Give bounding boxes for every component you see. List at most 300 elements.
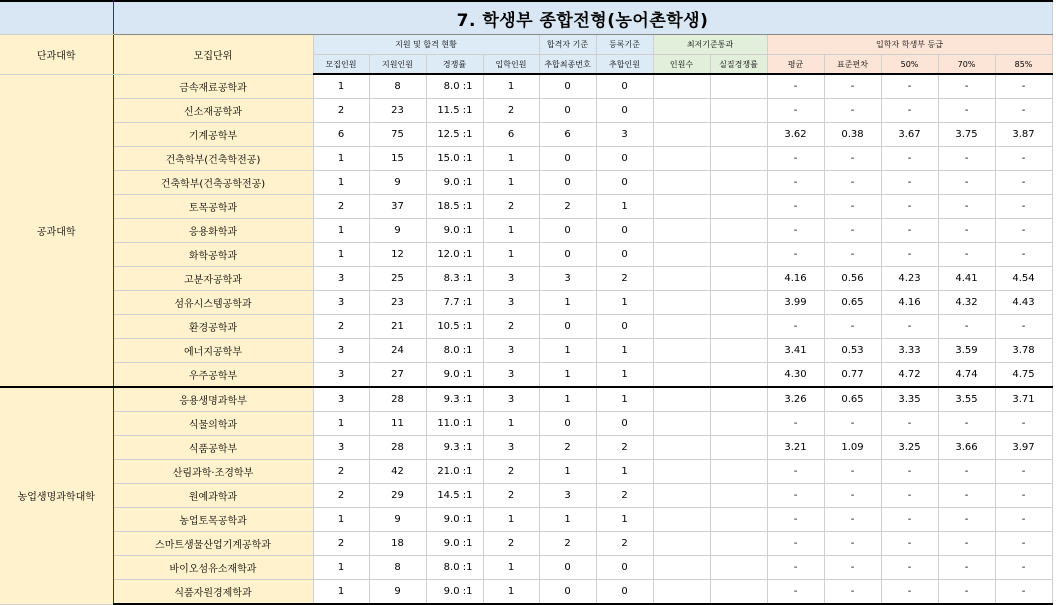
competition-ratio-cell: 8.3 :1 [426,267,483,291]
final-waitlist-no-cell: 2 [539,532,596,556]
grade-sd-cell: 0.65 [824,291,881,315]
grade-sd-cell: - [824,460,881,484]
extra-admit-count-cell: 2 [596,484,653,508]
sheet-title: 7. 학생부 종합전형(농어촌학생) [113,1,1052,35]
admit-count-cell: 2 [483,195,539,219]
grade-p50-cell: 3.25 [881,436,938,460]
table-row [0,267,1052,291]
college-cell: 농업생명과학대학 [0,387,113,604]
grade-p70-cell: 3.59 [938,339,995,363]
grade-p70-cell: - [938,460,995,484]
grade-avg-cell: - [767,556,824,580]
table-row [0,460,1052,484]
grade-avg-cell: - [767,171,824,195]
real-ratio-cell [710,99,767,123]
competition-ratio-cell: 9.0 :1 [426,508,483,532]
apply-count-cell: 11 [369,412,426,436]
grade-p50-cell: - [881,460,938,484]
min-pass-count-cell [653,74,710,99]
recruit-count-cell: 1 [313,412,369,436]
grade-p50-cell: - [881,74,938,99]
grade-p85-cell: 3.97 [995,436,1052,460]
grade-p85-cell: 4.54 [995,267,1052,291]
table-row [0,195,1052,219]
grade-p85-cell: - [995,412,1052,436]
extra-admit-count-cell: 0 [596,219,653,243]
min-pass-count-cell [653,243,710,267]
real-ratio-cell [710,532,767,556]
extra-admit-count-cell: 2 [596,532,653,556]
recruit-count-cell: 3 [313,363,369,388]
min-pass-count-cell [653,339,710,363]
competition-ratio-cell: 8.0 :1 [426,74,483,99]
final-waitlist-no-cell: 0 [539,412,596,436]
grade-p50-cell: - [881,243,938,267]
apply-count-cell: 42 [369,460,426,484]
extra-admit-count-cell: 0 [596,171,653,195]
grade-sd-cell: 0.56 [824,267,881,291]
competition-ratio-cell: 9.3 :1 [426,387,483,412]
extra-admit-count-cell: 0 [596,147,653,171]
grade-p85-cell: - [995,508,1052,532]
final-waitlist-no-cell: 1 [539,460,596,484]
admit-count-cell: 1 [483,412,539,436]
grade-p70-cell: 3.66 [938,436,995,460]
grade-p50-cell: 4.72 [881,363,938,388]
grade-avg-cell: - [767,195,824,219]
grade-p50-cell: 4.23 [881,267,938,291]
col-header: 모집인원 [313,55,369,75]
grade-p85-cell: 4.75 [995,363,1052,388]
col-header: 85% [995,55,1052,75]
real-ratio-cell [710,267,767,291]
grade-sd-cell: 0.53 [824,339,881,363]
competition-ratio-cell: 9.0 :1 [426,580,483,605]
recruit-count-cell: 3 [313,387,369,412]
extra-admit-count-cell: 2 [596,267,653,291]
table-row [0,339,1052,363]
min-pass-count-cell [653,460,710,484]
apply-count-cell: 9 [369,508,426,532]
col-header: 70% [938,55,995,75]
recruit-count-cell: 1 [313,74,369,99]
real-ratio-cell [710,508,767,532]
grade-p50-cell: 4.16 [881,291,938,315]
grade-p85-cell: - [995,243,1052,267]
real-ratio-cell [710,171,767,195]
table-row [0,532,1052,556]
admit-count-cell: 3 [483,387,539,412]
grade-avg-cell: - [767,219,824,243]
dept-cell: 응용생명과학부 [113,387,313,412]
grade-p85-cell: 3.87 [995,123,1052,147]
competition-ratio-cell: 9.3 :1 [426,436,483,460]
grade-p70-cell: - [938,580,995,605]
grade-p50-cell: - [881,147,938,171]
apply-count-cell: 75 [369,123,426,147]
min-pass-count-cell [653,195,710,219]
table-row [0,508,1052,532]
grade-sd-cell: - [824,147,881,171]
real-ratio-cell [710,412,767,436]
dept-cell: 우주공학부 [113,363,313,388]
grade-p70-cell: - [938,147,995,171]
admit-count-cell: 2 [483,532,539,556]
grade-p50-cell: 3.67 [881,123,938,147]
admit-count-cell: 1 [483,147,539,171]
recruit-count-cell: 3 [313,267,369,291]
recruit-count-cell: 1 [313,147,369,171]
grade-p50-cell: - [881,315,938,339]
competition-ratio-cell: 12.0 :1 [426,243,483,267]
grade-p85-cell: - [995,532,1052,556]
min-pass-count-cell [653,532,710,556]
final-waitlist-no-cell: 0 [539,243,596,267]
dept-cell: 원예과학과 [113,484,313,508]
apply-count-cell: 29 [369,484,426,508]
dept-cell: 신소재공학과 [113,99,313,123]
dept-cell: 건축학부(건축공학전공) [113,171,313,195]
extra-admit-count-cell: 1 [596,363,653,388]
grade-p50-cell: - [881,508,938,532]
apply-count-cell: 8 [369,74,426,99]
table-row [0,580,1052,605]
grade-avg-cell: 3.41 [767,339,824,363]
col-header: 지원인원 [369,55,426,75]
real-ratio-cell [710,243,767,267]
real-ratio-cell [710,219,767,243]
grade-p85-cell: - [995,315,1052,339]
recruit-count-cell: 6 [313,123,369,147]
real-ratio-cell [710,580,767,605]
extra-admit-count-cell: 2 [596,436,653,460]
admit-count-cell: 3 [483,291,539,315]
grade-p70-cell: - [938,243,995,267]
grade-p50-cell: - [881,580,938,605]
table-row [0,484,1052,508]
extra-admit-count-cell: 0 [596,243,653,267]
table-row [0,291,1052,315]
competition-ratio-cell: 10.5 :1 [426,315,483,339]
grade-sd-cell: - [824,99,881,123]
apply-count-cell: 9 [369,219,426,243]
extra-admit-count-cell: 1 [596,195,653,219]
admit-count-cell: 1 [483,556,539,580]
admit-count-cell: 3 [483,339,539,363]
apply-count-cell: 37 [369,195,426,219]
col-header: 실질경쟁률 [710,55,767,75]
min-pass-count-cell [653,436,710,460]
admit-count-cell: 2 [483,460,539,484]
recruit-count-cell: 3 [313,291,369,315]
col-header: 추합인원 [596,55,653,75]
recruit-count-cell: 1 [313,243,369,267]
grade-avg-cell: - [767,580,824,605]
grade-p85-cell: 4.43 [995,291,1052,315]
admit-count-cell: 3 [483,267,539,291]
final-waitlist-no-cell: 0 [539,556,596,580]
min-pass-count-cell [653,123,710,147]
final-waitlist-no-cell: 3 [539,484,596,508]
final-waitlist-no-cell: 0 [539,99,596,123]
final-waitlist-no-cell: 6 [539,123,596,147]
recruit-count-cell: 2 [313,532,369,556]
grade-avg-cell: 4.30 [767,363,824,388]
grade-sd-cell: - [824,484,881,508]
table-row [0,412,1052,436]
admit-count-cell: 1 [483,219,539,243]
apply-count-cell: 23 [369,291,426,315]
final-waitlist-no-cell: 2 [539,436,596,460]
admit-count-cell: 3 [483,436,539,460]
min-pass-count-cell [653,556,710,580]
apply-count-cell: 28 [369,436,426,460]
real-ratio-cell [710,123,767,147]
apply-count-cell: 23 [369,99,426,123]
extra-admit-count-cell: 0 [596,412,653,436]
competition-ratio-cell: 12.5 :1 [426,123,483,147]
dept-cell: 건축학부(건축학전공) [113,147,313,171]
recruit-count-cell: 1 [313,508,369,532]
extra-admit-count-cell: 1 [596,387,653,412]
apply-count-cell: 15 [369,147,426,171]
real-ratio-cell [710,147,767,171]
grade-p85-cell: - [995,171,1052,195]
min-pass-count-cell [653,99,710,123]
apply-count-cell: 9 [369,171,426,195]
dept-cell: 응용화학과 [113,219,313,243]
apply-count-cell: 28 [369,387,426,412]
grade-sd-cell: 1.09 [824,436,881,460]
dept-cell: 기계공학부 [113,123,313,147]
apply-count-cell: 9 [369,580,426,605]
dept-cell: 토목공학과 [113,195,313,219]
competition-ratio-cell: 11.5 :1 [426,99,483,123]
grade-avg-cell: 3.99 [767,291,824,315]
grade-p85-cell: - [995,147,1052,171]
table-row [0,387,1052,412]
recruit-count-cell: 1 [313,219,369,243]
grade-p70-cell: - [938,556,995,580]
final-waitlist-no-cell: 1 [539,291,596,315]
min-pass-count-cell [653,580,710,605]
final-waitlist-no-cell: 0 [539,315,596,339]
dept-cell: 금속재료공학과 [113,74,313,99]
col-header: 평균 [767,55,824,75]
recruit-count-cell: 1 [313,580,369,605]
admit-count-cell: 1 [483,580,539,605]
real-ratio-cell [710,74,767,99]
grade-p85-cell: - [995,195,1052,219]
col-header: 경쟁률 [426,55,483,75]
admit-count-cell: 1 [483,243,539,267]
final-waitlist-no-cell: 1 [539,363,596,388]
grade-sd-cell: - [824,412,881,436]
real-ratio-cell [710,460,767,484]
dept-cell: 식품공학부 [113,436,313,460]
real-ratio-cell [710,484,767,508]
col-header: 표준편차 [824,55,881,75]
grade-p50-cell: - [881,532,938,556]
grade-p70-cell: - [938,315,995,339]
grade-p50-cell: 3.33 [881,339,938,363]
extra-admit-count-cell: 1 [596,508,653,532]
grade-p50-cell: - [881,219,938,243]
grade-p85-cell: - [995,484,1052,508]
table-row [0,99,1052,123]
grade-sd-cell: - [824,219,881,243]
admit-count-cell: 2 [483,484,539,508]
real-ratio-cell [710,339,767,363]
dept-cell: 식물의학과 [113,412,313,436]
grade-sd-cell: - [824,195,881,219]
header-dept: 모집단위 [113,35,313,75]
table-row [0,243,1052,267]
grade-p70-cell: - [938,532,995,556]
admit-count-cell: 1 [483,171,539,195]
header-group-pass: 합격자 기준 [539,35,596,55]
grade-avg-cell: 3.26 [767,387,824,412]
real-ratio-cell [710,363,767,388]
dept-cell: 식품자원경제학과 [113,580,313,605]
real-ratio-cell [710,436,767,460]
table-row [0,556,1052,580]
header-group-reg: 등록기준 [596,35,653,55]
competition-ratio-cell: 8.0 :1 [426,556,483,580]
grade-avg-cell: - [767,99,824,123]
real-ratio-cell [710,315,767,339]
recruit-count-cell: 2 [313,195,369,219]
grade-avg-cell: - [767,315,824,339]
min-pass-count-cell [653,363,710,388]
dept-cell: 농업토목공학과 [113,508,313,532]
grade-sd-cell: - [824,580,881,605]
grade-p50-cell: - [881,412,938,436]
grade-p50-cell: - [881,99,938,123]
admit-count-cell: 2 [483,315,539,339]
extra-admit-count-cell: 0 [596,315,653,339]
header-group-grade: 입학자 학생부 등급 [767,35,1052,55]
title-row [0,1,1052,35]
grade-p50-cell: - [881,484,938,508]
competition-ratio-cell: 9.0 :1 [426,171,483,195]
extra-admit-count-cell: 1 [596,460,653,484]
grade-sd-cell: - [824,532,881,556]
grade-p70-cell: 4.74 [938,363,995,388]
table-row [0,315,1052,339]
real-ratio-cell [710,195,767,219]
grade-p70-cell: - [938,508,995,532]
col-header: 추합최종번호 [539,55,596,75]
dept-cell: 고분자공학과 [113,267,313,291]
competition-ratio-cell: 9.0 :1 [426,219,483,243]
extra-admit-count-cell: 0 [596,74,653,99]
final-waitlist-no-cell: 1 [539,339,596,363]
grade-p70-cell: - [938,219,995,243]
header-college: 단과대학 [0,35,113,75]
grade-p70-cell: 4.41 [938,267,995,291]
extra-admit-count-cell: 0 [596,580,653,605]
grade-p85-cell: - [995,460,1052,484]
grade-p70-cell: - [938,484,995,508]
competition-ratio-cell: 7.7 :1 [426,291,483,315]
grade-p50-cell: 3.35 [881,387,938,412]
college-cell: 공과대학 [0,74,113,387]
grade-sd-cell: 0.38 [824,123,881,147]
dept-cell: 에너지공학부 [113,339,313,363]
competition-ratio-cell: 11.0 :1 [426,412,483,436]
grade-p85-cell: - [995,219,1052,243]
grade-p70-cell: - [938,171,995,195]
min-pass-count-cell [653,219,710,243]
grade-avg-cell: - [767,460,824,484]
min-pass-count-cell [653,291,710,315]
dept-cell: 환경공학과 [113,315,313,339]
grade-avg-cell: 3.21 [767,436,824,460]
grade-avg-cell: 3.62 [767,123,824,147]
final-waitlist-no-cell: 0 [539,147,596,171]
min-pass-count-cell [653,412,710,436]
recruit-count-cell: 2 [313,460,369,484]
real-ratio-cell [710,387,767,412]
recruit-count-cell: 1 [313,556,369,580]
real-ratio-cell [710,291,767,315]
table-row [0,147,1052,171]
extra-admit-count-cell: 1 [596,339,653,363]
admit-count-cell: 6 [483,123,539,147]
col-header: 50% [881,55,938,75]
competition-ratio-cell: 9.0 :1 [426,532,483,556]
grade-sd-cell: 0.77 [824,363,881,388]
competition-ratio-cell: 14.5 :1 [426,484,483,508]
dept-cell: 화학공학과 [113,243,313,267]
grade-p70-cell: 3.75 [938,123,995,147]
recruit-count-cell: 1 [313,171,369,195]
competition-ratio-cell: 15.0 :1 [426,147,483,171]
final-waitlist-no-cell: 1 [539,387,596,412]
competition-ratio-cell: 9.0 :1 [426,363,483,388]
grade-p85-cell: - [995,556,1052,580]
grade-p85-cell: 3.78 [995,339,1052,363]
grade-p85-cell: - [995,74,1052,99]
extra-admit-count-cell: 0 [596,99,653,123]
min-pass-count-cell [653,315,710,339]
apply-count-cell: 18 [369,532,426,556]
grade-p85-cell: - [995,99,1052,123]
recruit-count-cell: 2 [313,484,369,508]
grade-p50-cell: - [881,171,938,195]
col-header: 인원수 [653,55,710,75]
grade-p85-cell: - [995,580,1052,605]
min-pass-count-cell [653,508,710,532]
min-pass-count-cell [653,387,710,412]
grade-p70-cell: - [938,412,995,436]
admit-count-cell: 2 [483,99,539,123]
table-row [0,436,1052,460]
header-row-1 [0,35,1052,55]
dept-cell: 바이오섬유소재학과 [113,556,313,580]
final-waitlist-no-cell: 3 [539,267,596,291]
final-waitlist-no-cell: 2 [539,195,596,219]
title-left-blank [0,1,113,35]
table-row [0,74,1052,99]
final-waitlist-no-cell: 0 [539,219,596,243]
recruit-count-cell: 3 [313,436,369,460]
apply-count-cell: 25 [369,267,426,291]
grade-p70-cell: - [938,195,995,219]
grade-p70-cell: - [938,99,995,123]
dept-cell: 섬유시스템공학과 [113,291,313,315]
